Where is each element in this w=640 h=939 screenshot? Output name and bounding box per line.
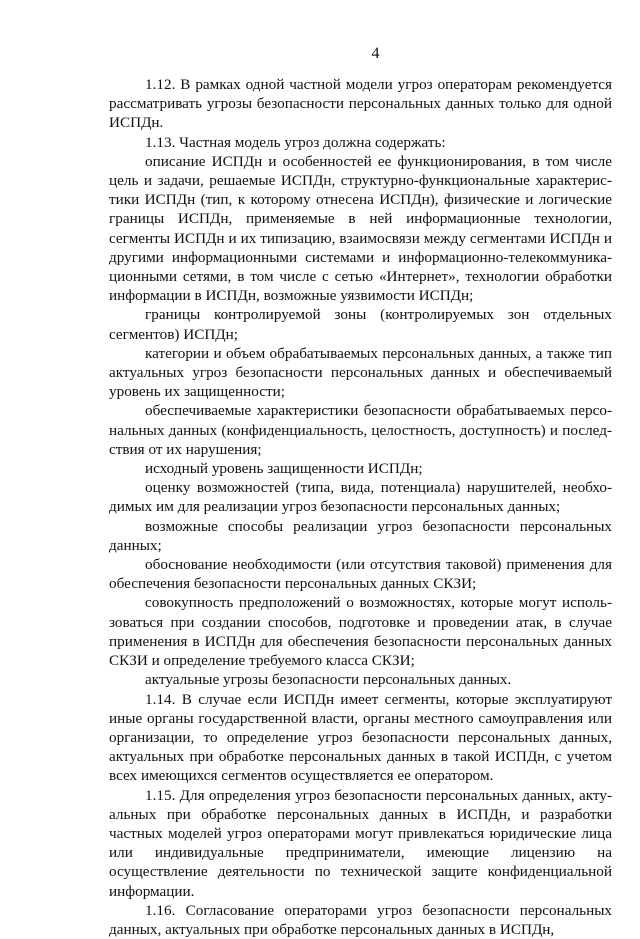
body-text: [109, 75, 612, 939]
list-item-description: описание ИСПДн и особенностей ее функционирования, в том числе цель и задачи, решаемые ИСПДн, структурно-функциональные характеристики ИСПДн (тип, к которому отнесена ИСПДн), физические и логические границы ИСПДн, применяемые в ней информационные технологии, сегменты ИСПДн и их типизацию, взаимосвязи между сегментами ИСПДн и другими информационными системами и информационно-телекоммуникационными сетями, в том числе с сетью «Интернет», технологии обработки информации в ИСПДн, возможные уязвимости ИСПДн;: [109, 152, 612, 305]
list-item-categories: категории и объем обрабатываемых персональных данных, а также тип актуальных угроз безопасности персональных данных и обеспечиваемый уровень их защищенности;: [109, 344, 612, 401]
paragraph-1-13: 1.13. Частная модель угроз должна содержать:: [145, 133, 446, 151]
paragraph-1-12: 1.12. В рамках одной частной модели угроз операторам рекомендуется рассматривать угрозы безопасности персональных данных только для одной ИСПДн.: [109, 76, 612, 132]
paragraph-1-14: 1.14. В случае если ИСПДн имеет сегменты, которые эксплуатируют иные органы государственной власти, органы местного самоуправления или организации, то определение угроз безопасности персональных данных, актуальных при обработке персональных данных в такой ИСПДн, с учетом всех имеющихся сегментов осуществляется ее оператором.: [109, 690, 612, 785]
list-item-actual-threats: актуальные угрозы безопасности персональных данных.: [145, 671, 512, 689]
list-item-characteristics: обеспечиваемые характеристики безопасности обрабатываемых персональных данных (конфиденциальность, целостность, доступность) и последствия от их нарушения;: [109, 402, 612, 458]
list-item-intruder-assessment: оценку возможностей (типа, вида, потенциала) нарушителей, необходимых им для реализации угроз безопасности персональных данных;: [109, 479, 612, 516]
paragraph-1-15: 1.15. Для определения угроз безопасности персональных данных, актуальных при обработке персональных данных в ИСПДн, и разработки частных моделей угроз операторами могут привлекаться юридические лица или индивидуальные предприниматели, имеющие лицензию на осуществление деятельности по технической защите конфиденциальной информации.: [109, 786, 612, 900]
page-number: 4: [371, 45, 380, 62]
paragraph-1-16: 1.16. Согласование операторами угроз безопасности персональных данных, актуальных при обработке персональных данных в ИСПДн,: [109, 901, 612, 938]
list-item-boundaries: границы контролируемой зоны (контролируемых зон отдельных сегментов) ИСПДн;: [109, 306, 612, 343]
list-item-assumptions: совокупность предположений о возможностях, которые могут использоваться при создании способов, подготовке и проведении атак, в случае применения в ИСПДн для обеспечения безопасности персональных данных СКЗИ и определение требуемого класса СКЗИ;: [109, 594, 612, 670]
list-item-skzi-justification: обоснование необходимости (или отсутствия таковой) применения для обеспечения безопасности персональных данных СКЗИ;: [109, 556, 612, 593]
list-item-attack-methods: возможные способы реализации угроз безопасности персональных данных;: [109, 517, 612, 554]
list-item-initial-level: исходный уровень защищенности ИСПДн;: [145, 460, 423, 478]
